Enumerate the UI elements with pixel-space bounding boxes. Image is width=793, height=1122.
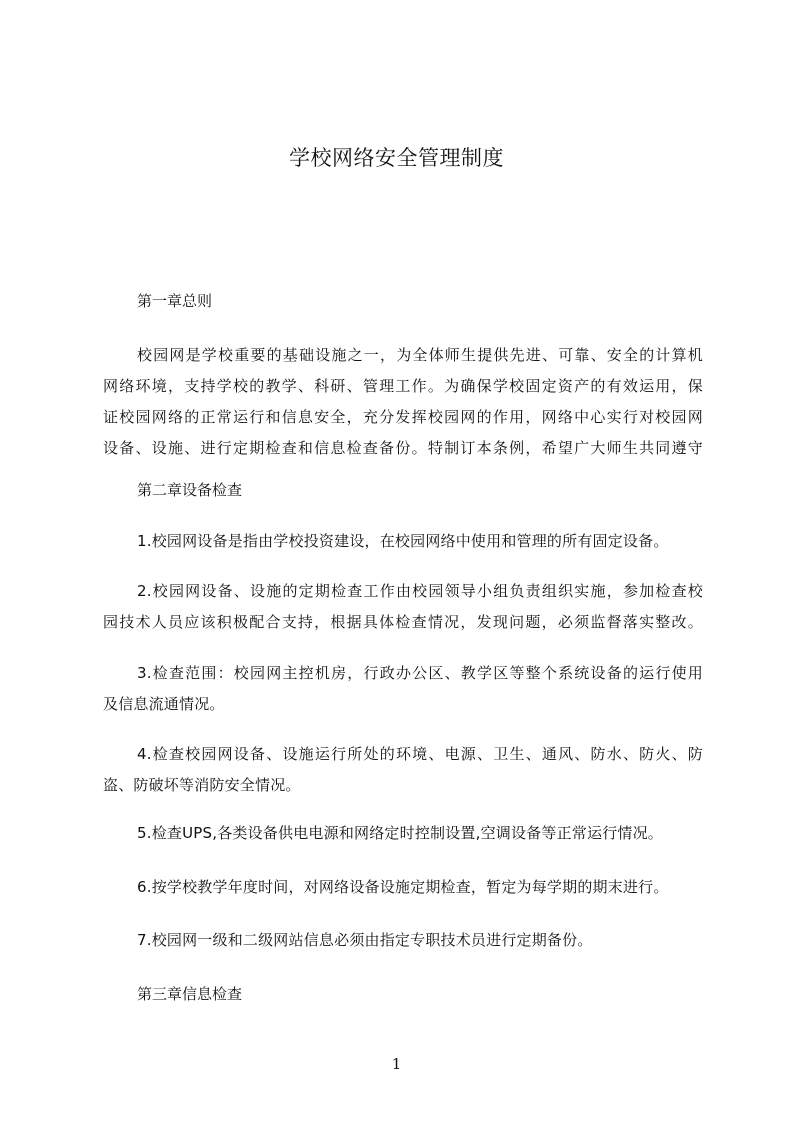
article-line: 2.校园网设备、设施的定期检查工作由校园领导小组负责组织实施，参加检查校 — [137, 582, 703, 600]
chapter-1-paragraph — [103, 340, 703, 464]
paragraph-line: 证校园网络的正常运行和信息安全，充分发挥校园网的作用，网络中心实行对校园网 — [103, 408, 703, 426]
paragraph-line: 设备、设施、进行定期检查和信息检查备份。特制订本条例，希望广大师生共同遵守 — [103, 439, 703, 457]
article-line: 4.检查校园网设备、设施运行所处的环境、电源、卫生、通风、防水、防火、防 — [137, 745, 703, 763]
article-5 — [103, 818, 703, 849]
chapter-3-heading: 第三章信息检查 — [137, 985, 243, 1003]
page-number: 1 — [391, 1055, 402, 1073]
article-2 — [103, 576, 703, 638]
document-title: 学校网络安全管理制度 — [289, 146, 504, 170]
article-line: 盗、防破坏等消防安全情况。 — [103, 776, 301, 794]
article-line: 7.校园网一级和二级网站信息必须由指定专职技术员进行定期备份。 — [137, 931, 593, 949]
article-line: 及信息流通情况。 — [103, 695, 225, 713]
article-7 — [103, 925, 703, 956]
paragraph-line: 校园网是学校重要的基础设施之一，为全体师生提供先进、可靠、安全的计算机 — [137, 346, 703, 364]
article-line: 3.检查范围：校园网主控机房，行政办公区、教学区等整个系统设备的运行使用 — [137, 664, 703, 682]
article-line: 1.校园网设备是指由学校投资建设，在校园网络中使用和管理的所有固定设备。 — [137, 532, 669, 550]
article-line: 6.按学校教学年度时间，对网络设备设施定期检查，暂定为每学期的期末进行。 — [137, 878, 669, 896]
article-line: 5.检查UPS,各类设备供电电源和网络定时控制设置,空调设备等正常运行情况。 — [137, 824, 663, 842]
paragraph-line: 网络环境，支持学校的教学、科研、管理工作。为确保学校固定资产的有效运用，保 — [103, 377, 703, 395]
chapter-2-heading: 第二章设备检查 — [137, 481, 243, 499]
article-4 — [103, 739, 703, 801]
article-line: 园技术人员应该积极配合支持，根据具体检查情况，发现问题，必须监督落实整改。 — [103, 613, 703, 631]
chapter-1-heading: 第一章总则 — [137, 292, 213, 310]
article-3 — [103, 658, 703, 720]
article-6 — [103, 872, 703, 903]
article-1 — [103, 526, 703, 557]
